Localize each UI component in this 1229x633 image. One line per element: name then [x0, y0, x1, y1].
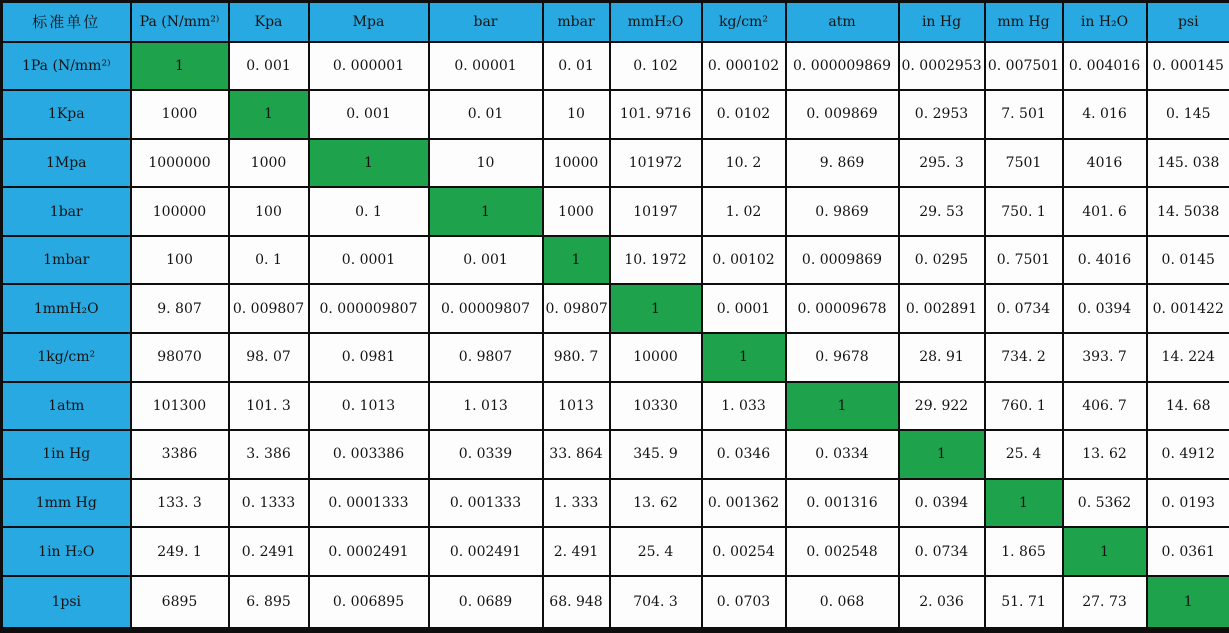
conversion-value-cell: 25. 4 [610, 527, 702, 576]
conversion-value-cell: 51. 71 [985, 576, 1063, 630]
conversion-value-cell: 0. 001316 [786, 479, 899, 528]
column-header: kg/cm² [702, 2, 786, 42]
conversion-value-cell: 249. 1 [131, 527, 229, 576]
conversion-value-cell: 27. 73 [1063, 576, 1147, 630]
conversion-value-cell: 9. 807 [131, 284, 229, 333]
conversion-value-cell: 0. 000145 [1147, 42, 1229, 91]
conversion-value-cell: 0. 01 [543, 42, 610, 91]
diagonal-unity-cell: 1 [702, 333, 786, 382]
row-header: 1mmH₂O [2, 284, 131, 333]
conversion-value-cell: 0. 0001333 [309, 479, 429, 528]
conversion-value-cell: 0. 0346 [702, 430, 786, 479]
conversion-value-cell: 0. 0193 [1147, 479, 1229, 528]
conversion-value-cell: 100 [229, 187, 309, 236]
diagonal-unity-cell: 1 [543, 236, 610, 285]
conversion-value-cell: 1013 [543, 382, 610, 431]
row-header: 1in Hg [2, 430, 131, 479]
column-header: psi [1147, 2, 1229, 42]
conversion-value-cell: 6895 [131, 576, 229, 630]
table-row [2, 90, 1229, 139]
conversion-value-cell: 0. 01 [429, 90, 543, 139]
row-header: 1Pa (N/mm²⁾ [2, 42, 131, 91]
column-header: bar [429, 2, 543, 42]
conversion-value-cell: 0. 007501 [985, 42, 1063, 91]
conversion-value-cell: 0. 006895 [309, 576, 429, 630]
conversion-value-cell: 0. 1 [309, 187, 429, 236]
conversion-value-cell: 0. 09807 [543, 284, 610, 333]
conversion-value-cell: 0. 4016 [1063, 236, 1147, 285]
row-header: 1mbar [2, 236, 131, 285]
conversion-value-cell: 13. 62 [1063, 430, 1147, 479]
table-row [2, 382, 1229, 431]
conversion-value-cell: 14. 224 [1147, 333, 1229, 382]
conversion-value-cell: 9. 869 [786, 139, 899, 188]
conversion-value-cell: 25. 4 [985, 430, 1063, 479]
conversion-value-cell: 10. 1972 [610, 236, 702, 285]
conversion-value-cell: 393. 7 [1063, 333, 1147, 382]
conversion-value-cell: 0. 9869 [786, 187, 899, 236]
column-header: in Hg [899, 2, 985, 42]
row-header: 1Kpa [2, 90, 131, 139]
conversion-value-cell: 0. 000009807 [309, 284, 429, 333]
conversion-value-cell: 10197 [610, 187, 702, 236]
conversion-value-cell: 0. 000001 [309, 42, 429, 91]
conversion-value-cell: 0. 009807 [229, 284, 309, 333]
conversion-value-cell: 760. 1 [985, 382, 1063, 431]
conversion-value-cell: 0. 0734 [899, 527, 985, 576]
conversion-value-cell: 0. 145 [1147, 90, 1229, 139]
row-header: 1in H₂O [2, 527, 131, 576]
conversion-value-cell: 1000 [229, 139, 309, 188]
conversion-value-cell: 0. 002548 [786, 527, 899, 576]
conversion-value-cell: 101972 [610, 139, 702, 188]
conversion-value-cell: 10 [543, 90, 610, 139]
conversion-value-cell: 401. 6 [1063, 187, 1147, 236]
conversion-value-cell: 0. 0001 [702, 284, 786, 333]
conversion-value-cell: 0. 1 [229, 236, 309, 285]
conversion-value-cell: 0. 4912 [1147, 430, 1229, 479]
conversion-value-cell: 0. 002491 [429, 527, 543, 576]
diagonal-unity-cell: 1 [985, 479, 1063, 528]
table-row [2, 527, 1229, 576]
conversion-value-cell: 345. 9 [610, 430, 702, 479]
diagonal-unity-cell: 1 [229, 90, 309, 139]
conversion-value-cell: 0. 000102 [702, 42, 786, 91]
column-header: in H₂O [1063, 2, 1147, 42]
conversion-value-cell: 33. 864 [543, 430, 610, 479]
conversion-value-cell: 4. 016 [1063, 90, 1147, 139]
conversion-value-cell: 0. 0334 [786, 430, 899, 479]
conversion-value-cell: 29. 53 [899, 187, 985, 236]
conversion-value-cell: 295. 3 [899, 139, 985, 188]
conversion-value-cell: 2. 491 [543, 527, 610, 576]
conversion-value-cell: 7. 501 [985, 90, 1063, 139]
conversion-value-cell: 0. 0295 [899, 236, 985, 285]
conversion-value-cell: 10 [429, 139, 543, 188]
row-header: 1atm [2, 382, 131, 431]
conversion-value-cell: 0. 9678 [786, 333, 899, 382]
conversion-value-cell: 1. 333 [543, 479, 610, 528]
conversion-value-cell: 1000000 [131, 139, 229, 188]
conversion-value-cell: 1000 [131, 90, 229, 139]
conversion-value-cell: 0. 000009869 [786, 42, 899, 91]
conversion-value-cell: 0. 001 [229, 42, 309, 91]
table-row [2, 42, 1229, 91]
conversion-value-cell: 0. 0689 [429, 576, 543, 630]
conversion-value-cell: 1000 [543, 187, 610, 236]
row-header: 1psi [2, 576, 131, 630]
conversion-value-cell: 0. 0002953 [899, 42, 985, 91]
conversion-value-cell: 100000 [131, 187, 229, 236]
column-header: mmH₂O [610, 2, 702, 42]
diagonal-unity-cell: 1 [786, 382, 899, 431]
table-row [2, 479, 1229, 528]
conversion-value-cell: 0. 0981 [309, 333, 429, 382]
conversion-value-cell: 3. 386 [229, 430, 309, 479]
column-header: Kpa [229, 2, 309, 42]
diagonal-unity-cell: 1 [131, 42, 229, 91]
column-header: Mpa [309, 2, 429, 42]
conversion-value-cell: 28. 91 [899, 333, 985, 382]
diagonal-unity-cell: 1 [429, 187, 543, 236]
conversion-value-cell: 750. 1 [985, 187, 1063, 236]
table-row [2, 576, 1229, 630]
conversion-value-cell: 734. 2 [985, 333, 1063, 382]
row-header: 1kg/cm² [2, 333, 131, 382]
conversion-value-cell: 2. 036 [899, 576, 985, 630]
conversion-value-cell: 100 [131, 236, 229, 285]
conversion-value-cell: 98070 [131, 333, 229, 382]
conversion-value-cell: 0. 001333 [429, 479, 543, 528]
conversion-value-cell: 0. 9807 [429, 333, 543, 382]
row-header: 1bar [2, 187, 131, 236]
conversion-value-cell: 1. 013 [429, 382, 543, 431]
conversion-value-cell: 0. 00102 [702, 236, 786, 285]
conversion-value-cell: 0. 1333 [229, 479, 309, 528]
conversion-value-cell: 0. 001422 [1147, 284, 1229, 333]
conversion-value-cell: 0. 0009869 [786, 236, 899, 285]
conversion-value-cell: 10000 [610, 333, 702, 382]
conversion-value-cell: 4016 [1063, 139, 1147, 188]
conversion-value-cell: 0. 0394 [1063, 284, 1147, 333]
table-row [2, 333, 1229, 382]
conversion-value-cell: 98. 07 [229, 333, 309, 382]
row-header: 1Mpa [2, 139, 131, 188]
conversion-value-cell: 0. 0734 [985, 284, 1063, 333]
conversion-value-cell: 101. 9716 [610, 90, 702, 139]
table-row [2, 430, 1229, 479]
conversion-value-cell: 7501 [985, 139, 1063, 188]
table-row [2, 187, 1229, 236]
conversion-value-cell: 0. 00009678 [786, 284, 899, 333]
conversion-value-cell: 0. 0361 [1147, 527, 1229, 576]
column-header: mm Hg [985, 2, 1063, 42]
conversion-value-cell: 0. 102 [610, 42, 702, 91]
conversion-value-cell: 101. 3 [229, 382, 309, 431]
diagonal-unity-cell: 1 [1147, 576, 1229, 630]
conversion-value-cell: 0. 0001 [309, 236, 429, 285]
conversion-value-cell: 1. 02 [702, 187, 786, 236]
conversion-value-cell: 0. 009869 [786, 90, 899, 139]
conversion-value-cell: 13. 62 [610, 479, 702, 528]
conversion-value-cell: 0. 00001 [429, 42, 543, 91]
column-header: mbar [543, 2, 610, 42]
conversion-value-cell: 0. 0339 [429, 430, 543, 479]
column-header: Pa (N/mm²⁾ [131, 2, 229, 42]
conversion-value-cell: 101300 [131, 382, 229, 431]
conversion-value-cell: 704. 3 [610, 576, 702, 630]
conversion-value-cell: 980. 7 [543, 333, 610, 382]
conversion-value-cell: 406. 7 [1063, 382, 1147, 431]
conversion-value-cell: 0. 5362 [1063, 479, 1147, 528]
conversion-value-cell: 0. 002891 [899, 284, 985, 333]
conversion-value-cell: 0. 2491 [229, 527, 309, 576]
column-header: atm [786, 2, 899, 42]
table-header-row [2, 2, 1229, 42]
conversion-value-cell: 0. 00254 [702, 527, 786, 576]
diagonal-unity-cell: 1 [610, 284, 702, 333]
conversion-value-cell: 1. 865 [985, 527, 1063, 576]
table-row [2, 139, 1229, 188]
conversion-value-cell: 0. 7501 [985, 236, 1063, 285]
conversion-value-cell: 145. 038 [1147, 139, 1229, 188]
table-row [2, 236, 1229, 285]
row-header: 1mm Hg [2, 479, 131, 528]
conversion-value-cell: 10330 [610, 382, 702, 431]
conversion-value-cell: 68. 948 [543, 576, 610, 630]
conversion-value-cell: 0. 003386 [309, 430, 429, 479]
conversion-value-cell: 0. 0703 [702, 576, 786, 630]
conversion-value-cell: 0. 00009807 [429, 284, 543, 333]
conversion-value-cell: 10000 [543, 139, 610, 188]
conversion-value-cell: 0. 0102 [702, 90, 786, 139]
conversion-value-cell: 0. 001 [309, 90, 429, 139]
conversion-value-cell: 0. 0002491 [309, 527, 429, 576]
diagonal-unity-cell: 1 [309, 139, 429, 188]
conversion-value-cell: 0. 1013 [309, 382, 429, 431]
conversion-value-cell: 0. 0145 [1147, 236, 1229, 285]
table-row [2, 284, 1229, 333]
conversion-value-cell: 0. 004016 [1063, 42, 1147, 91]
conversion-value-cell: 14. 5038 [1147, 187, 1229, 236]
conversion-value-cell: 14. 68 [1147, 382, 1229, 431]
conversion-value-cell: 0. 0394 [899, 479, 985, 528]
conversion-value-cell: 0. 2953 [899, 90, 985, 139]
conversion-value-cell: 10. 2 [702, 139, 786, 188]
conversion-value-cell: 1. 033 [702, 382, 786, 431]
conversion-value-cell: 0. 001 [429, 236, 543, 285]
conversion-value-cell: 0. 068 [786, 576, 899, 630]
diagonal-unity-cell: 1 [1063, 527, 1147, 576]
diagonal-unity-cell: 1 [899, 430, 985, 479]
conversion-value-cell: 0. 001362 [702, 479, 786, 528]
conversion-value-cell: 6. 895 [229, 576, 309, 630]
conversion-value-cell: 3386 [131, 430, 229, 479]
conversion-value-cell: 133. 3 [131, 479, 229, 528]
conversion-value-cell: 29. 922 [899, 382, 985, 431]
corner-header-standard-unit: 标准单位 [2, 2, 131, 42]
